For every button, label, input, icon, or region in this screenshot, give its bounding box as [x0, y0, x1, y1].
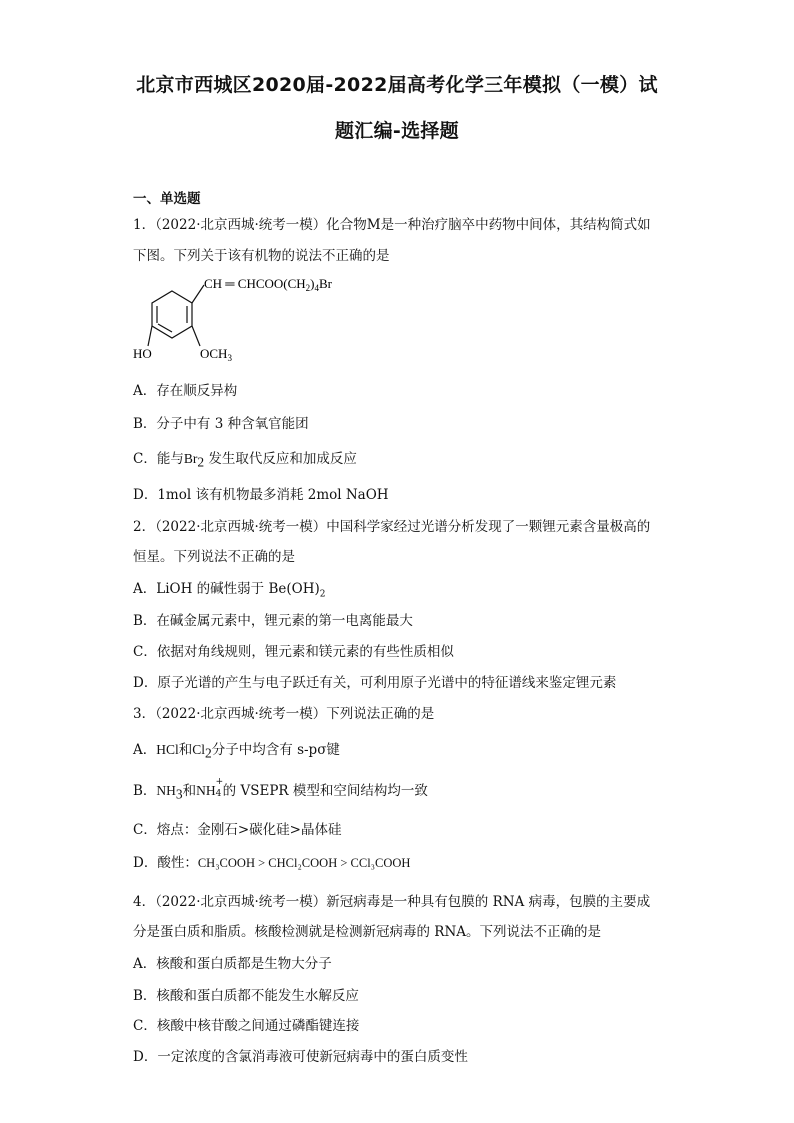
q2-option-c: C．依据对角线规则，锂元素和镁元素的有些性质相似: [133, 644, 454, 660]
q1-option-b: B．分子中有 3 种含氧官能团: [133, 416, 309, 432]
q2-option-d: D．原子光谱的产生与电子跃迁有关，可利用原子光谱中的特征谱线来鉴定锂元素: [133, 675, 617, 691]
q4-option-b: B．核酸和蛋白质都不能发生水解反应: [133, 988, 359, 1004]
q4-option-a: A．核酸和蛋白质都是生物大分子: [133, 956, 332, 972]
q1-structure-diagram: [130, 272, 390, 372]
q1-option-a: A．存在顺反异构: [133, 383, 238, 399]
q2-option-a: A．LiOH 的碱性弱于 $Be(OH)_2$: [133, 581, 326, 600]
q3-option-b: B．$NH_3$和NH + 4 的 VSEPR 模型和空间结构均一致: [133, 777, 428, 802]
q4-option-d: D．一定浓度的含氯消毒液可使新冠病毒中的蛋白质变性: [133, 1049, 468, 1065]
section-heading: 一、单选题: [133, 191, 201, 207]
q3-option-c: C．熔点：金刚石>碳化硅>晶体硅: [133, 822, 342, 838]
q2-stem-line-1: 2．（2022·北京西城·统考一模）中国科学家经过光谱分析发现了一颗锂元素含量极高的: [133, 519, 651, 535]
q3-stem: 3．（2022·北京西城·统考一模）下列说法正确的是: [133, 706, 435, 722]
q1-option-c: C．能与$Br_2$ 发生取代反应和加成反应: [133, 451, 357, 470]
document-title-line-2: 题汇编-选择题: [335, 120, 459, 142]
q2-option-b: B．在碱金属元素中，锂元素的第一电离能最大: [133, 613, 413, 629]
q4-stem-line-2: 分是蛋白质和脂质。核酸检测就是检测新冠病毒的 RNA。下列说法不正确的是: [133, 924, 602, 940]
q1-stem-line-2: 下图。下列关于该有机物的说法不正确的是: [133, 248, 390, 264]
q3-option-a: A．HCl和$Cl_2$分子中均含有 s-pσ键: [133, 742, 340, 761]
structure-hydroxyl: HO: [133, 346, 152, 361]
q1-option-d: D．1mol 该有机物最多消耗 2mol NaOH: [133, 487, 389, 503]
structure-side-chain: CH ═ $CHCOO(CH_2)_4Br$: [204, 276, 333, 293]
q3-option-d: D．酸性：CH₃COOH > CHCl₂COOH > CCl₃COOH: [133, 855, 411, 871]
document-title-line-1: 北京市西城区2020届-2022届高考化学三年模拟（一模）试: [136, 74, 658, 96]
structure-methoxy: $OCH_3$: [200, 346, 232, 363]
q2-stem-line-2: 恒星。下列说法不正确的是: [133, 549, 295, 565]
q4-option-c: C．核酸中核苷酸之间通过磷酯键连接: [133, 1018, 360, 1034]
q4-stem-line-1: 4．（2022·北京西城·统考一模）新冠病毒是一种具有包膜的 RNA 病毒，包膜的主要成: [133, 894, 651, 910]
q1-stem-line-1: 1．（2022·北京西城·统考一模）化合物M是一种治疗脑卒中药物中间体，其结构简式如: [133, 217, 651, 233]
